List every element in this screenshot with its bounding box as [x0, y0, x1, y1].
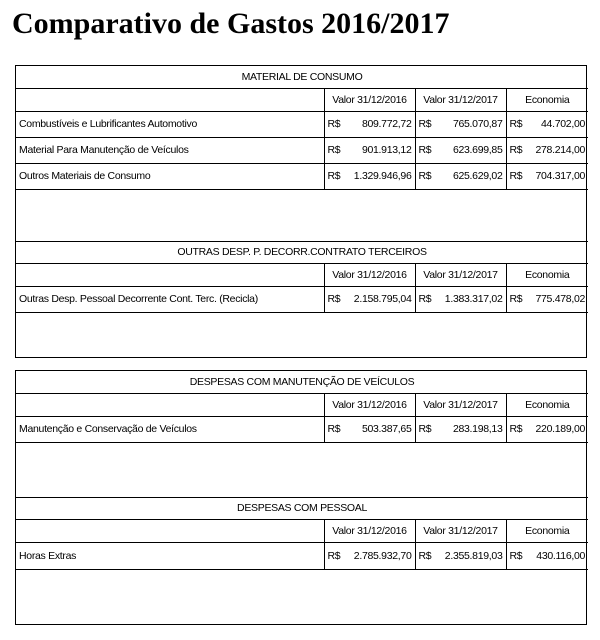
header-economia: Economia	[506, 263, 588, 286]
currency-symbol: R$	[506, 137, 526, 163]
header-valor-2017: Valor 31/12/2017	[415, 519, 506, 542]
value-2017: 1.383.317,02	[435, 286, 506, 312]
value-2016: 503.387,65	[344, 416, 415, 442]
value-2017: 623.699,85	[435, 137, 506, 163]
section-title-material-consumo: MATERIAL DE CONSUMO	[16, 66, 588, 88]
currency-symbol: R$	[324, 137, 344, 163]
value-2017: 765.070,87	[435, 111, 506, 137]
currency-symbol: R$	[415, 163, 435, 189]
value-2016: 901.913,12	[344, 137, 415, 163]
header-valor-2017: Valor 31/12/2017	[415, 88, 506, 111]
currency-symbol: R$	[415, 416, 435, 442]
row-label: Horas Extras	[16, 542, 324, 569]
currency-symbol: R$	[324, 542, 344, 569]
currency-symbol: R$	[415, 542, 435, 569]
currency-symbol: R$	[324, 416, 344, 442]
currency-symbol: R$	[324, 111, 344, 137]
header-valor-2016: Valor 31/12/2016	[324, 88, 415, 111]
value-2016: 2.158.795,04	[344, 286, 415, 312]
row-label: Manutenção e Conservação de Veículos	[16, 416, 324, 442]
table-row	[16, 111, 588, 137]
currency-symbol: R$	[324, 163, 344, 189]
row-label: Material Para Manutenção de Veículos	[16, 137, 324, 163]
value-economia: 430.116,00	[526, 542, 588, 569]
header-blank	[16, 263, 324, 286]
value-economia: 775.478,02	[526, 286, 588, 312]
empty-spacer-row	[16, 189, 588, 241]
value-2017: 625.629,02	[435, 163, 506, 189]
header-valor-2016: Valor 31/12/2016	[324, 263, 415, 286]
currency-symbol: R$	[506, 542, 526, 569]
value-2017: 2.355.819,03	[435, 542, 506, 569]
table-row	[16, 542, 588, 569]
table-row	[16, 137, 588, 163]
currency-symbol: R$	[415, 286, 435, 312]
currency-symbol: R$	[506, 163, 526, 189]
expense-table-group-1	[15, 65, 587, 358]
value-economia: 44.702,00	[526, 111, 588, 137]
header-economia: Economia	[506, 519, 588, 542]
table-row	[16, 286, 588, 312]
header-blank	[16, 88, 324, 111]
value-2016: 809.772,72	[344, 111, 415, 137]
page-title: Comparativo de Gastos 2016/2017	[12, 7, 450, 40]
currency-symbol: R$	[506, 111, 526, 137]
section-title-despesas-pessoal: DESPESAS COM PESSOAL	[16, 497, 588, 519]
currency-symbol: R$	[415, 111, 435, 137]
value-economia: 704.317,00	[526, 163, 588, 189]
currency-symbol: R$	[506, 286, 526, 312]
header-economia: Economia	[506, 393, 588, 416]
currency-symbol: R$	[506, 416, 526, 442]
header-blank	[16, 393, 324, 416]
section-title-manutencao-veiculos: DESPESAS COM MANUTENÇÃO DE VEÍCULOS	[16, 371, 588, 393]
table-row	[16, 163, 588, 189]
table-row	[16, 416, 588, 442]
header-valor-2016: Valor 31/12/2016	[324, 519, 415, 542]
header-blank	[16, 519, 324, 542]
header-valor-2016: Valor 31/12/2016	[324, 393, 415, 416]
value-2016: 1.329.946,96	[344, 163, 415, 189]
header-valor-2017: Valor 31/12/2017	[415, 263, 506, 286]
expense-table	[16, 371, 588, 570]
header-economia: Economia	[506, 88, 588, 111]
row-label: Outras Desp. Pessoal Decorrente Cont. Terc. (Recicla)	[16, 286, 324, 312]
row-label: Outros Materiais de Consumo	[16, 163, 324, 189]
section-title-outras-desp: OUTRAS DESP. P. DECORR.CONTRATO TERCEIROS	[16, 241, 588, 263]
value-economia: 278.214,00	[526, 137, 588, 163]
empty-spacer-row	[16, 442, 588, 497]
row-label: Combustíveis e Lubrificantes Automotivo	[16, 111, 324, 137]
currency-symbol: R$	[415, 137, 435, 163]
value-2016: 2.785.932,70	[344, 542, 415, 569]
value-2017: 283.198,13	[435, 416, 506, 442]
expense-table-group-2	[15, 370, 587, 625]
currency-symbol: R$	[324, 286, 344, 312]
expense-table	[16, 66, 588, 313]
header-valor-2017: Valor 31/12/2017	[415, 393, 506, 416]
value-economia: 220.189,00	[526, 416, 588, 442]
